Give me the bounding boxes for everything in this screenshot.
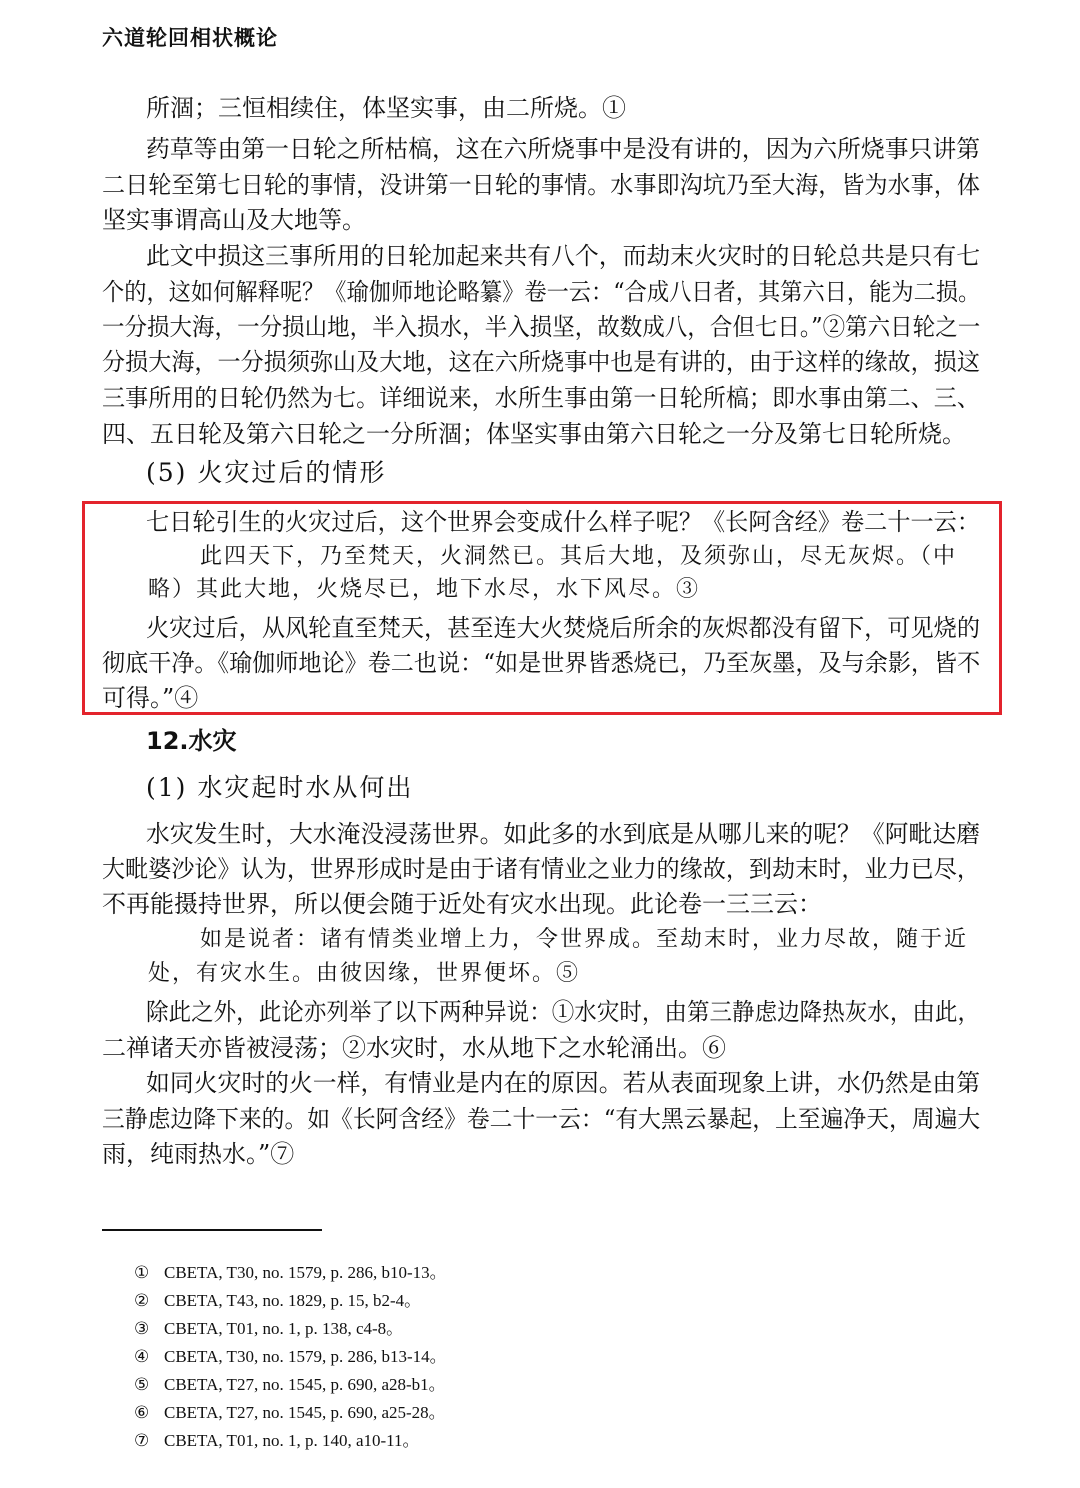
paragraph-line: 不再能摄持世界，所以便会随于近处有灾水出现。此论卷一三三云： <box>102 890 822 918</box>
section-heading: (1) 水灾起时水从何出 <box>146 773 414 802</box>
paragraph-line: 除此之外，此论亦列举了以下两种异说：①水灾时，由第三静虑边降热灰水，由此， <box>146 998 981 1026</box>
footnote-number: ① <box>134 1263 150 1282</box>
paragraph-line: 药草等由第一日轮之所枯槁，这在六所烧事中是没有讲的，因为六所烧事只讲第 <box>146 135 981 163</box>
running-head: 六道轮回相状概论 <box>102 26 278 50</box>
footnote <box>134 1346 447 1368</box>
quote-line: 此四天下，乃至梵天，火洞然已。其后大地，及须弥山，尽无灰烬。（中 <box>200 544 958 569</box>
footnote-text: CBETA, T30, no. 1579, p. 286, b10-13。 <box>164 1263 447 1282</box>
footnote-number: ④ <box>134 1347 150 1366</box>
footnote-text: CBETA, T27, no. 1545, p. 690, a28-b1。 <box>164 1375 446 1394</box>
paragraph-line: 个的，这如何解释呢？《瑜伽师地论略纂》卷一云：“合成八日者，其第六日，能为二损。 <box>102 278 981 306</box>
footnote <box>134 1374 446 1396</box>
quote-line: 如是说者：诸有情类业增上力，令世界成。至劫末时，业力尽故，随于近 <box>200 927 969 952</box>
footnote <box>134 1430 420 1452</box>
paragraph-line: 三事所用的日轮仍然为七。详细说来，水所生事由第一日轮所槁；即水事由第二、三、 <box>102 384 980 412</box>
footnote <box>134 1290 421 1312</box>
paragraph-line: 三静虑边降下来的。如《长阿含经》卷二十一云：“有大黑云暴起，上至遍净天，周遍大 <box>102 1105 981 1133</box>
paragraph-line: 四、五日轮及第六日轮之一分所涸；体坚实事由第六日轮之一分及第七日轮所烧。 <box>102 420 966 448</box>
paragraph-line: 所涸；三恒相续住，体坚实事，由二所烧。① <box>146 94 626 122</box>
paragraph-line: 二日轮至第七日轮的事情，没讲第一日轮的事情。水事即沟坑乃至大海，皆为水事，体 <box>102 171 980 199</box>
section-heading: (5) 火灾过后的情形 <box>146 458 387 487</box>
paragraph-line: 二禅诸天亦皆被浸荡；②水灾时，水从地下之水轮涌出。⑥ <box>102 1034 726 1062</box>
footnote-number: ② <box>134 1291 150 1310</box>
footnote <box>134 1318 403 1340</box>
footnote-text: CBETA, T01, no. 1, p. 138, c4-8。 <box>164 1319 404 1338</box>
paragraph-line: 分损大海，一分损须弥山及大地，这在六所烧事中也是有讲的，由于这样的缘故，损这 <box>102 348 980 376</box>
paragraph-line: 彻底干净。《瑜伽师地论》卷二也说：“如是世界皆悉烧已，乃至灰墨，及与余影，皆不 <box>102 649 981 677</box>
footnote-number: ⑤ <box>134 1375 150 1394</box>
paragraph-line: 如同火灾时的火一样，有情业是内在的原因。若从表面现象上讲，水仍然是由第 <box>146 1069 981 1097</box>
footnote-text: CBETA, T30, no. 1579, p. 286, b13-14。 <box>164 1347 447 1366</box>
footnote-text: CBETA, T01, no. 1, p. 140, a10-11。 <box>164 1431 420 1450</box>
paragraph-line: 火灾过后，从风轮直至梵天，甚至连大火焚烧后所余的灰烬都没有留下，可见烧的 <box>146 614 981 642</box>
footnote-number: ③ <box>134 1319 150 1338</box>
footnote-text: CBETA, T27, no. 1545, p. 690, a25-28。 <box>164 1403 446 1422</box>
paragraph-line: 雨，纯雨热水。”⑦ <box>102 1140 295 1168</box>
footnote-number: ⑥ <box>134 1403 150 1422</box>
paragraph-line: 七日轮引生的火灾过后，这个世界会变成什么样子呢？《长阿含经》卷二十一云： <box>146 508 981 536</box>
paragraph-line: 水灾发生时，大水淹没浸荡世界。如此多的水到底是从哪儿来的呢？《阿毗达磨 <box>146 820 981 848</box>
quote-line: 略）其此大地，火烧尽已，地下水尽，水下风尽。③ <box>148 577 701 602</box>
footnote-number: ⑦ <box>134 1431 150 1450</box>
footnote-rule <box>102 1229 322 1231</box>
paragraph-line: 坚实事谓高山及大地等。 <box>102 206 366 234</box>
quote-line: 处，有灾水生。由彼因缘，世界便坏。⑤ <box>148 961 581 986</box>
footnote <box>134 1402 446 1424</box>
paragraph-line: 一分损大海，一分损山地，半入损水，半入损坚，故数成八，合但七日。”②第六日轮之一 <box>102 313 981 341</box>
paragraph-line: 大毗婆沙论》认为，世界形成时是由于诸有情业之业力的缘故，到劫末时，业力已尽， <box>102 855 980 883</box>
paragraph-line: 可得。”④ <box>102 684 199 712</box>
paragraph-line: 此文中损这三事所用的日轮加起来共有八个，而劫末火灾时的日轮总共是只有七 <box>146 242 981 270</box>
footnote <box>134 1262 447 1284</box>
footnote-text: CBETA, T43, no. 1829, p. 15, b2-4。 <box>164 1291 422 1310</box>
chapter-heading: 12.水灾 <box>146 727 237 755</box>
